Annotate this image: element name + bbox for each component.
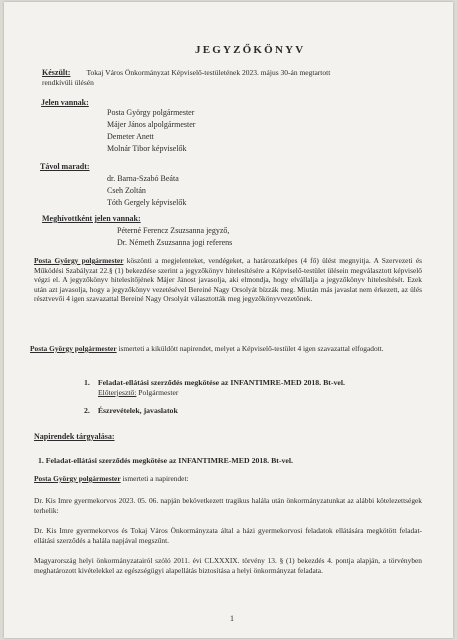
agenda-number: 1. [84,378,90,387]
opening-paragraph [34,256,422,304]
jelen-item: Demeter Anett [107,132,154,141]
section-1-intro [34,474,422,484]
meghivott-item: Dr. Németh Zsuzsanna jogi referens [117,238,233,247]
paragraph-5: Dr. Kis Imre gyermekorvos és Tokaj Város Önkormányzata által a házi gyermekorvosi feladatok ellátására megkötött feladat-ellátási szerződés a halála napjával megszűnt. [34,526,422,545]
paragraph-text: ismerteti a kiküldött napirendet, melyet a Képviselő-testület 4 igen szavazattal elfogadott. [116,344,384,353]
jelen-vannak-label: Jelen vannak: [41,98,89,107]
paragraph-6: Magyarország helyi önkormányzatairól szóló 2011. évi CLXXXIX. törvény 13. § (1) bekezdés 4. pontja alapján, a törvényben meghatározott kivételekkel az egészségügyi alapellátás biztosítása a helyi önkormányzat feladata. [34,556,422,575]
tavol-item: Tóth Gergely képviselők [107,198,187,207]
speaker-name: Posta György polgármester [34,474,121,483]
page-number: 1 [230,614,234,623]
meghivottkent-label: Meghívottként jelen vannak: [42,214,141,223]
agenda-text: Feladat-ellátási szerződés megkötése az INFANTIMRE-MED 2018. Bt-vel. [97,378,345,387]
paragraph-text: köszönti a megjelenteket, vendégeket, a határozatképes (4 fő) ülést megnyitja. A Szervezeti és Működési Szabályzat 22.§ (1) bekezdése szerint a jegyzőkönyv hitelesítésére a Képviselő-testület ülésein megválasztott képviselő végzi el. A jegyzőkönyv hitelesítőjének Májer Jánost javasolja, aki elmondja, hogy elvállalja a jegyzőkönyv hitelesítését. Ezek után azt javasolja, hogy a jegyzőkönyv vezetésével Bereiné Nagy Orsolyát bízzák meg. Miután más javaslat nem érkezett, az ülés résztvevői 4 igen szavazattal Bereiné Nagy Orsolyát választották meg jegyzőkönyvvezetőnek. [34,256,422,304]
jelen-item: Posta György polgármester [107,108,195,117]
keszult-line-2: rendkívüli ülésén [42,78,94,87]
keszult-line-1 [42,68,330,78]
keszult-text: Tokaj Város Önkormányzat Képviselő-testületének 2023. május 30-án megtartott [86,68,331,77]
napirend-heading: Napirendek tárgyalása: [34,432,115,441]
agenda-intro-paragraph [30,344,422,354]
document-title: JEGYZŐKÖNYV [195,44,306,56]
agenda-number: 2. [84,406,90,415]
paragraph-4: Dr. Kis Imre gyermekorvos 2023. 05. 06. napján bekövetkezett tragikus halála után önkormányzatunkat az alábbi kötelezettségek terhelik: [34,496,422,515]
presenter-value: Polgármester [136,388,179,397]
agenda-text: Észrevételek, javaslatok [97,406,178,415]
document-page [4,2,453,638]
agenda-item-1-presenter [98,388,178,398]
jelen-item: Májer János alpolgármester [107,120,196,129]
jelen-item: Molnár Tibor képviselők [107,144,187,153]
section-1-heading: 1. Feladat-ellátási szerződés megkötése az INFANTIMRE-MED 2018. Bt-vel. [38,456,293,465]
speaker-name: Posta György polgármester [30,344,117,353]
speaker-name: Posta György polgármester [34,256,124,265]
paragraph-text: ismerteti a napirendet: [120,474,189,483]
tavol-item: dr. Barna-Szabó Beáta [107,174,179,183]
agenda-item-2 [84,406,178,416]
meghivott-item: Péterné Ferencz Zsuzsanna jegyző, [117,226,230,235]
keszult-label: Készült: [42,68,71,77]
tavol-maradt-label: Távol maradt: [40,162,90,171]
presenter-label: Előterjesztő: [98,388,137,397]
agenda-item-1 [84,378,345,388]
tavol-item: Cseh Zoltán [107,186,146,195]
